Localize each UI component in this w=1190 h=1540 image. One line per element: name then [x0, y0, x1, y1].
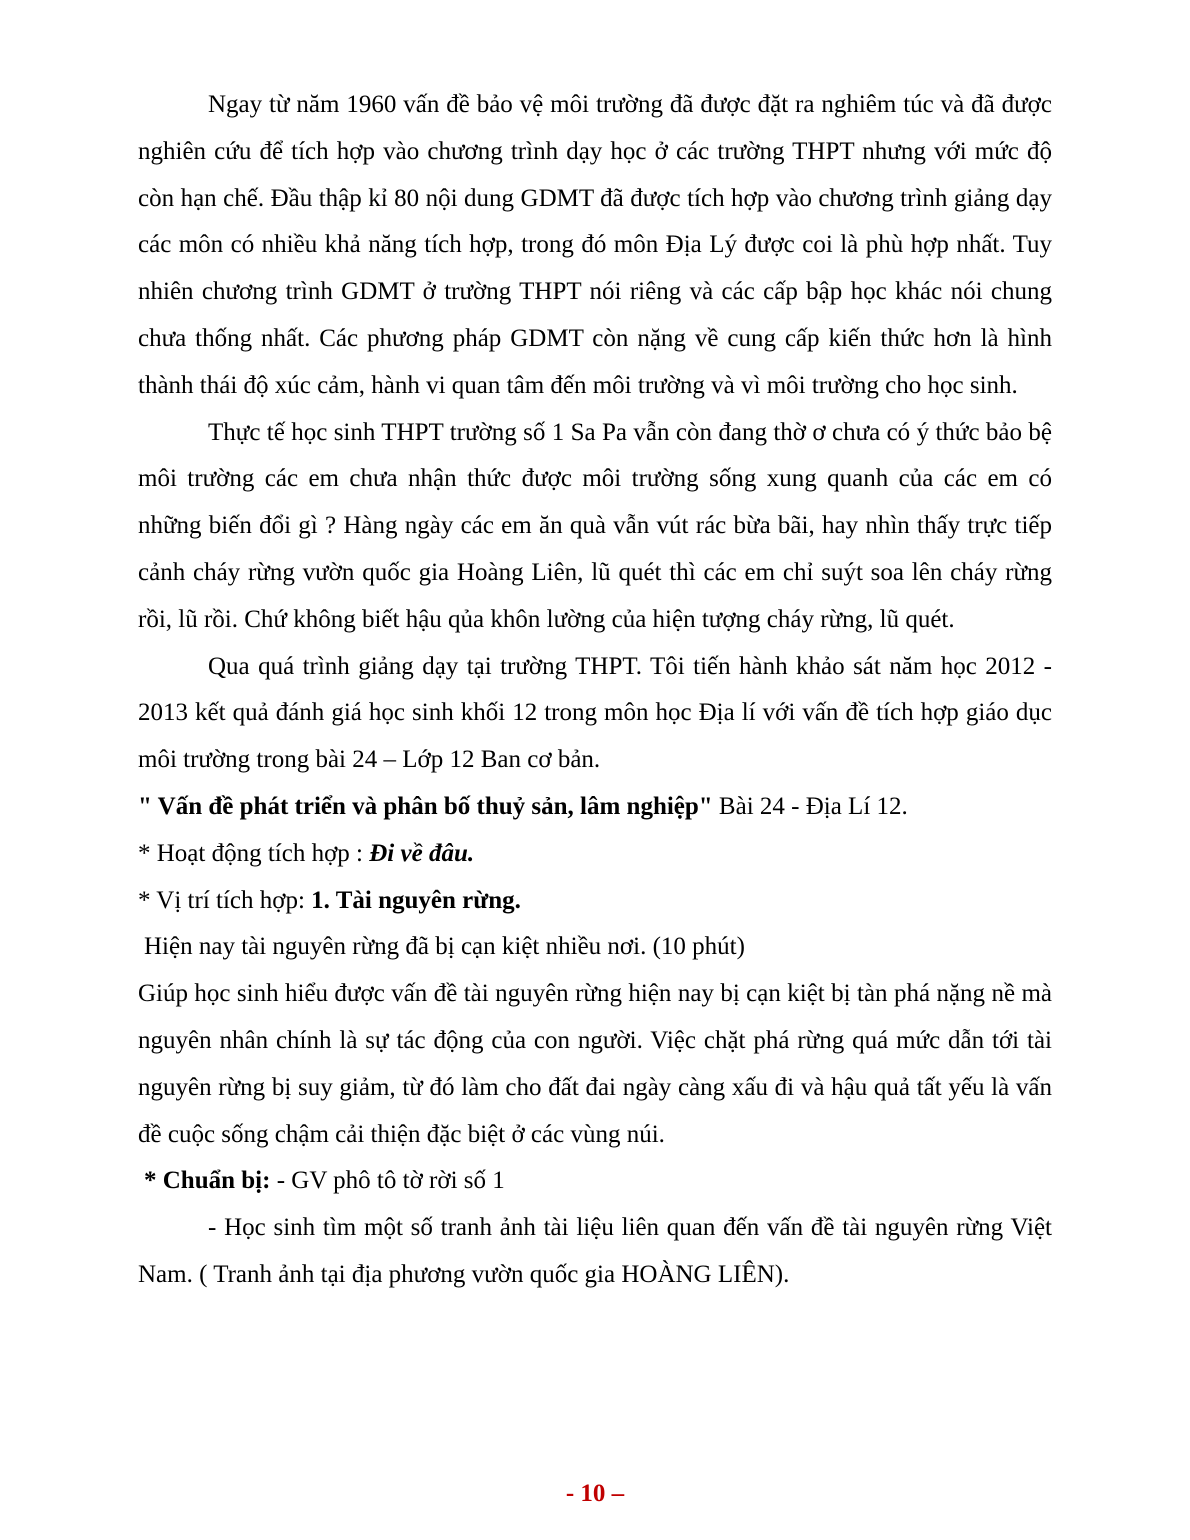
page-number	[0, 1480, 1190, 1508]
preparation-line	[138, 1158, 1052, 1205]
activity-line	[138, 831, 1052, 878]
paragraph-forest-depletion: Giúp học sinh hiểu được vấn đề tài nguyên rừng hiện nay bị cạn kiệt bị tàn phá nặng nề mà nguyên nhân chính là sự tác động của con người. Việc chặt phá rừng quá mức dẫn tới tài nguyên rừng bị suy giảm, từ đó làm cho đất đai ngày càng xấu đi và hậu quả tất yếu là vấn đề cuộc sống chậm cải thiện đặc biệt ở các vùng núi.	[138, 980, 1052, 1148]
page-number-text: - 10 –	[565, 1480, 625, 1507]
preparation-label: * Chuẩn bị:	[144, 1167, 271, 1195]
lesson-reference: Bài 24 - Địa Lí 12.	[712, 792, 908, 820]
activity-value: Đi về đâu.	[369, 839, 475, 867]
paragraph-student-preparation: - Học sinh tìm một số tranh ảnh tài liệu liên quan đến vấn đề tài nguyên rừng Việt Nam. ( Tranh ảnh tại địa phương vườn quốc gia HOÀNG LIÊN).	[138, 1214, 1052, 1288]
paragraph-survey: Qua quá trình giảng dạy tại trường THPT. Tôi tiến hành khảo sát năm học 2012 - 2013 kết quả đánh giá học sinh khối 12 trong môn học Địa lí với vấn đề tích hợp giáo dục môi trường trong bài 24 – Lớp 12 Ban cơ bản.	[138, 652, 1052, 774]
lesson-title: " Vấn đề phát triển và phân bố thuỷ sản, lâm nghiệp"	[138, 792, 713, 820]
position-value: 1. Tài nguyên rừng.	[311, 886, 521, 914]
position-line	[138, 878, 1052, 925]
document-body	[138, 82, 1052, 1299]
paragraph-environment-history: Ngay từ năm 1960 vấn đề bảo vệ môi trường đã được đặt ra nghiêm túc và đã được nghiên cứu để tích hợp vào chương trình dạy học ở các trường THPT nhưng với mức độ còn hạn chế. Đầu thập kỉ 80 nội dung GDMT đã được tích hợp vào chương trình giảng dạy các môn có nhiều khả năng tích hợp, trong đó môn Địa Lý được coi là phù hợp nhất. Tuy nhiên chương trình GDMT ở trường THPT nói riêng và các cấp bập học khác nói chung chưa thống nhất. Các phương pháp GDMT còn nặng về cung cấp kiến thức hơn là hình thành thái độ xúc cảm, hành vi quan tâm đến môi trường và vì môi trường cho học sinh.	[138, 91, 1052, 399]
position-label: * Vị trí tích hợp:	[138, 886, 312, 914]
forest-note: Hiện nay tài nguyên rừng đã bị cạn kiệt nhiều nơi. (10 phút)	[144, 933, 745, 961]
lesson-title-line	[138, 784, 1052, 831]
paragraph-student-awareness: Thực tế học sinh THPT trường số 1 Sa Pa vẫn còn đang thờ ơ chưa có ý thức bảo bệ môi trường các em chưa nhận thức được môi trường sống xung quanh của các em có những biến đổi gì ? Hàng ngày các em ăn quà vẫn vút rác bừa bãi, hay nhìn thấy trực tiếp cảnh cháy rừng vườn quốc gia Hoàng Liên, lũ quét thì các em chỉ suýt soa lên cháy rừng rồi, lũ rồi. Chứ không biết hậu qủa khôn lường của hiện tượng cháy rừng, lũ quét.	[138, 418, 1052, 633]
activity-label: * Hoạt động tích hợp :	[138, 839, 370, 867]
preparation-value: - GV phô tô tờ rời số 1	[270, 1167, 505, 1195]
